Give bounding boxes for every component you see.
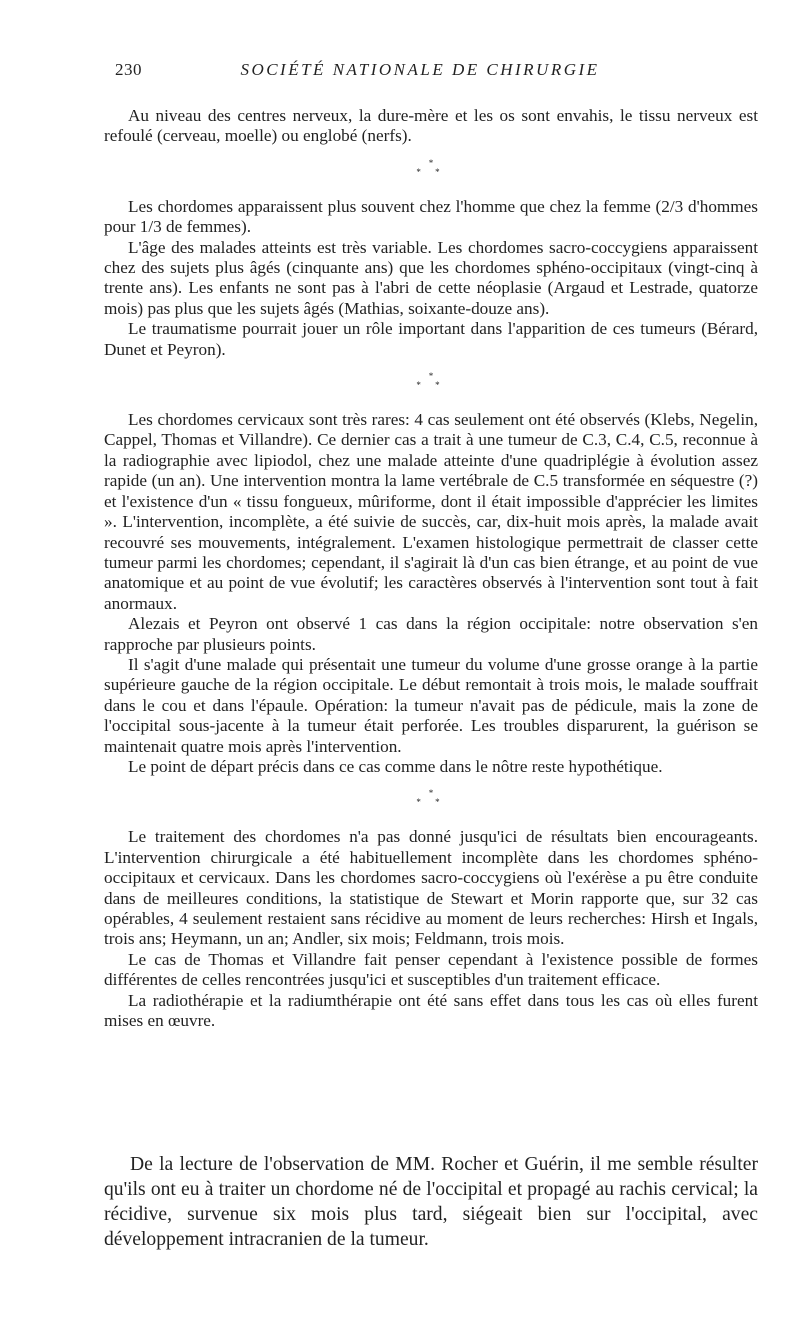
body-text <box>104 106 758 1031</box>
paragraph: De la lecture de l'observation de MM. Rocher et Guérin, il me semble résulter qu'ils ont eu à traiter un chordome né de l'occipital et propagé au rachis cervical; la récidive, survenue six mois plus tard, siégeait bien sur l'occipital, avec développement intracranien de la tumeur. <box>104 1154 758 1250</box>
paragraph: Le point de départ précis dans ce cas comme dans le nôtre reste hypothétique. <box>128 756 663 776</box>
page-header <box>0 60 800 86</box>
paragraph: Les chordomes apparaissent plus souvent chez l'homme que chez la femme (2/3 d'hommes pour 1/3 de femmes). <box>104 196 758 237</box>
closing-paragraph <box>104 1152 758 1252</box>
page-number: 230 <box>115 60 142 79</box>
section-separator: * * * <box>416 788 446 808</box>
paragraph: Il s'agit d'une malade qui présentait une tumeur du volume d'une grosse orange à la partie supérieure gauche de la région occipitale. Le début remontait à trois mois, le malade souffrait dans le cou et dans l'épaule. Opération: la tumeur n'avait pas de pédicule, mais la zone de l'occipital sous-jacente à la tumeur était perforée. Les troubles disparurent, la guérison se maintenait quatre mois après l'intervention. <box>104 654 758 756</box>
paragraph: Le cas de Thomas et Villandre fait penser cependant à l'existence possible de formes différentes de celles rencontrées jusqu'ici et susceptibles d'un traitement efficace. <box>104 949 758 990</box>
paragraph: L'âge des malades atteints est très variable. Les chordomes sacro-coccygiens apparaissent chez des sujets plus âgés (cinquante ans) que les chordomes sphéno-occipitaux (vingt-cinq à trente ans). Les enfants ne sont pas à l'abri de cette néoplasie (Argaud et Lestrade, quatorze mois) pas plus que les sujets âgés (Mathias, soixante-douze ans). <box>104 237 758 318</box>
paragraph: Les chordomes cervicaux sont très rares: 4 cas seulement ont été observés (Klebs, Negelin, Cappel, Thomas et Villandre). Ce dernier cas a trait à une tumeur de C.3, C.4, C.5, reconnue à la radiographie avec lipiodol, chez une malade atteinte d'une quadriplégie à évolution assez rapide (un an). Une intervention montra la lame vertébrale de C.5 transformée en séquestre (?) et l'existence d'un « tissu fongueux, mûriforme, dont il était impossible d'apprécier les limites ». L'intervention, incomplète, a été suivie de succès, car, dix-huit mois après, la malade avait recouvré ses mouvements, intégralement. L'examen histologique permettrait de classer cette tumeur parmi les chordomes; cependant, il s'agirait là d'un cas bien étrange, et au point de vue anatomique et au point de vue évolutif; les caractères observés à l'intervention sont tout à fait anormaux. <box>104 410 758 613</box>
paragraph: Alezais et Peyron ont observé 1 cas dans la région occipitale: notre observation s'en rapproche par plusieurs points. <box>104 614 758 654</box>
paragraph: La radiothérapie et la radiumthérapie ont été sans effet dans tous les cas où elles furent mises en œuvre. <box>104 990 758 1031</box>
paragraph: Le traitement des chordomes n'a pas donné jusqu'ici de résultats bien encourageants. L'intervention chirurgicale a été habituellement incomplète dans les chordomes sphéno-occipitaux et cervicaux. Dans les chordomes sacro-coccygiens où l'exérèse a pu être conduite dans de meilleures conditions, la statistique de Stewart et Morin rapporte que, sur 32 cas opérables, 4 seulement restaient sans récidive au moment de leurs recherches: Hirsh et Ingals, trois ans; Heymann, un an; Andler, six mois; Feldmann, trois mois. <box>104 827 758 949</box>
section-separator: * * * <box>416 157 446 177</box>
running-head: SOCIÉTÉ NATIONALE DE CHIRURGIE <box>240 60 600 79</box>
section-separator: * * * <box>416 371 446 391</box>
paragraph: Le traumatisme pourrait jouer un rôle important dans l'apparition de ces tumeurs (Bérard, Dunet et Peyron). <box>104 319 758 359</box>
paragraph: Au niveau des centres nerveux, la dure-mère et les os sont envahis, le tissu nerveux est refoulé (cerveau, moelle) ou englobé (nerfs). <box>104 106 758 146</box>
